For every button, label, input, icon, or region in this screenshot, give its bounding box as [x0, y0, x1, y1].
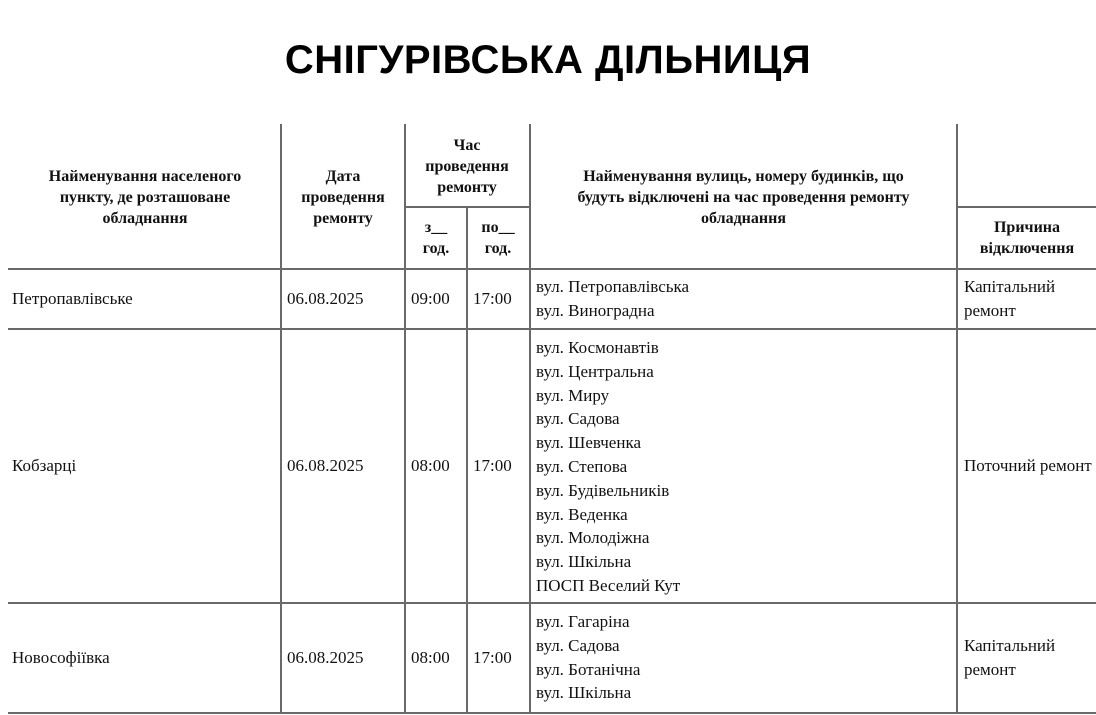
- reason-text: Капітальний ремонт: [964, 277, 1056, 320]
- row3-date: 06.08.2025: [287, 648, 364, 667]
- reason-text: Капітальний ремонт: [964, 636, 1056, 679]
- row3-to: 17:00: [473, 648, 512, 667]
- grid-line: [956, 124, 958, 714]
- header-settlement: Найменування населеного пункту, де розташоване обладнання: [48, 167, 242, 227]
- street-item: вул. Миру: [536, 385, 610, 405]
- street-item: вул. Веденка: [536, 504, 628, 524]
- street-item: вул. Гагаріна: [536, 612, 630, 631]
- street-item: вул. Космонавтів: [536, 338, 659, 357]
- row2-reason: [964, 330, 1094, 602]
- row1-reason: [964, 270, 1094, 328]
- row2-settlement: Кобзарці: [12, 456, 77, 475]
- street-item: вул. Молодіжна: [536, 528, 650, 548]
- street-item: вул. Садова: [536, 409, 620, 429]
- grid-line: [8, 712, 1096, 714]
- grid-line: [8, 328, 1096, 330]
- header-date: Дата проведення ремонту: [301, 167, 385, 227]
- street-item: вул. Степова: [536, 456, 628, 476]
- header-from: з__ год.: [422, 219, 450, 257]
- grid-line: [529, 124, 531, 714]
- grid-line: [404, 124, 406, 714]
- header-streets: Найменування вулиць, номеру будинків, що будуть відключені на час проведення ремонту обладнання: [577, 167, 910, 227]
- header-time: Час проведення ремонту: [425, 136, 509, 196]
- row2-from: 08:00: [411, 456, 450, 475]
- street-item: вул. Шкільна: [536, 552, 632, 572]
- row1-date: 06.08.2025: [287, 289, 364, 308]
- grid-line: [956, 206, 1096, 208]
- street-item: вул. Будівельників: [536, 480, 670, 500]
- row1-from: 09:00: [411, 289, 450, 308]
- grid-line: [466, 208, 468, 714]
- street-item: вул. Шевченка: [536, 433, 641, 453]
- street-item: вул. Садова: [536, 635, 620, 655]
- row3-settlement: Новософіївка: [12, 648, 110, 667]
- row3-streets: [536, 610, 640, 705]
- header-reason: Причина відключення: [979, 219, 1075, 257]
- street-item: вул. Шкільна: [536, 683, 632, 703]
- street-item: ПОСП Веселий Кут: [536, 575, 681, 595]
- street-item: вул. Петропавлівська: [536, 277, 690, 296]
- row1-streets: [536, 275, 689, 323]
- row2-date: 06.08.2025: [287, 456, 364, 475]
- grid-line: [404, 206, 530, 208]
- row1-settlement: Петропавлівське: [12, 289, 133, 308]
- grid-line: [280, 124, 282, 714]
- reason-text: Поточний ремонт: [964, 456, 1092, 475]
- row1-to: 17:00: [473, 289, 512, 308]
- header-to: по__ год.: [481, 219, 515, 257]
- row3-from: 08:00: [411, 648, 450, 667]
- row3-reason: [964, 604, 1094, 712]
- row2-streets: [536, 336, 680, 598]
- street-item: вул. Ботанічна: [536, 659, 641, 679]
- grid-line: [8, 268, 1096, 270]
- page-title: СНІГУРІВСЬКА ДІЛЬНИЦЯ: [284, 38, 812, 82]
- row2-to: 17:00: [473, 456, 512, 475]
- street-item: вул. Центральна: [536, 361, 654, 381]
- grid-line: [8, 602, 1096, 604]
- street-item: вул. Виноградна: [536, 300, 655, 320]
